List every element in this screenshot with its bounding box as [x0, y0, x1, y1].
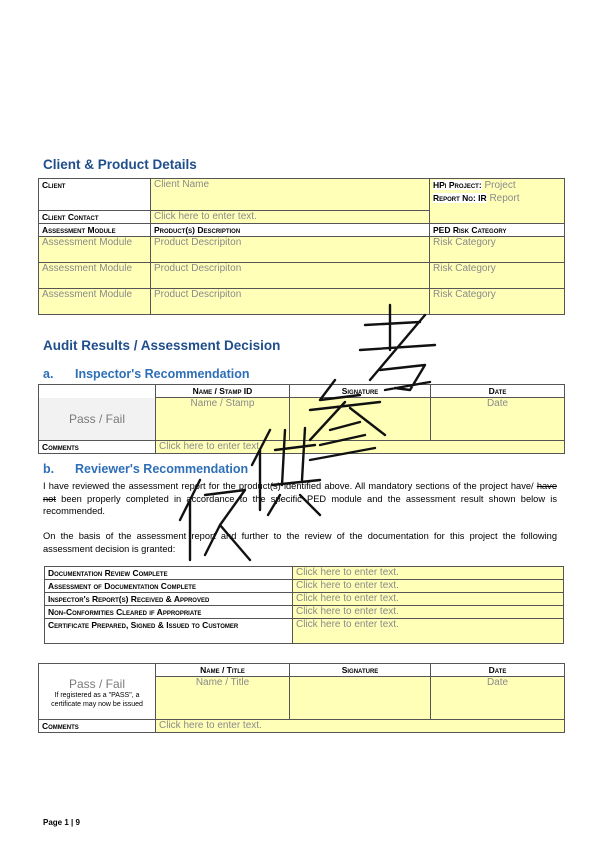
- report-no-label: Report No: IR: [433, 193, 487, 203]
- client-name-field[interactable]: Client Name: [151, 179, 430, 211]
- reviewer-paragraph-1: [43, 480, 557, 518]
- inspector-heading: [43, 367, 250, 381]
- hpi-project-label: HPi Project:: [433, 180, 482, 190]
- reviewer-num: b.: [43, 462, 55, 476]
- inspector-corner: [39, 385, 156, 398]
- client-product-table: [38, 178, 565, 315]
- reviewer-name-field[interactable]: Name / Title: [156, 677, 290, 720]
- audit-section-title: Audit Results / Assessment Decision: [43, 338, 281, 353]
- col-assessment-module: Assessment Module: [39, 224, 151, 237]
- checklist-label: Documentation Review Complete: [45, 567, 293, 580]
- inspector-date-field[interactable]: Date: [431, 398, 565, 441]
- client-section-title: Client & Product Details: [43, 157, 197, 172]
- risk-field[interactable]: Risk Category: [430, 289, 565, 315]
- reviewer-pass-note: If registered as a "PASS", a certificate may now be issued: [51, 691, 143, 708]
- reviewer-date-field[interactable]: Date: [431, 677, 565, 720]
- col-signature: Signature: [290, 664, 431, 677]
- reviewer-paragraph-2: On the basis of the assessment report and further to the review of the documentation for this project the following assessment decision is granted:: [43, 531, 557, 554]
- reviewer-pass-fail-cell: [39, 677, 156, 720]
- para1-text-b: been properly completed in accordance to the specific PED module and the assessment result shown below is recommended.: [43, 493, 557, 516]
- inspector-signature-field[interactable]: [290, 398, 431, 441]
- checklist-field[interactable]: Click here to enter text.: [293, 580, 564, 593]
- inspector-comments-field[interactable]: Click here to enter text.: [156, 441, 565, 454]
- product-field[interactable]: Product Descripiton: [151, 289, 430, 315]
- inspector-pass-fail[interactable]: Pass / Fail: [39, 398, 156, 441]
- client-contact-label: Client Contact: [39, 211, 151, 224]
- module-field[interactable]: Assessment Module: [39, 263, 151, 289]
- hpi-project-cell: [430, 179, 565, 224]
- col-name-title: Name / Title: [156, 664, 290, 677]
- checklist-label: Assessment of Documentation Complete: [45, 580, 293, 593]
- reviewer-title: Reviewer's Recommendation: [75, 462, 249, 476]
- reviewer-heading: [43, 462, 248, 476]
- reviewer-pass-fail[interactable]: Pass / Fail: [68, 676, 125, 691]
- para1-strike-text: have not: [43, 481, 557, 504]
- hpi-project-field[interactable]: Project: [484, 180, 516, 191]
- risk-field[interactable]: Risk Category: [430, 263, 565, 289]
- col-product-description: Product(s) Description: [151, 224, 430, 237]
- checklist-label: Certificate Prepared, Signed & Issued to Customer: [45, 619, 293, 644]
- checklist-field[interactable]: Click here to enter text.: [293, 619, 564, 644]
- report-no-field[interactable]: Report: [489, 193, 520, 204]
- inspector-comments-label: Comments: [39, 441, 156, 454]
- reviewer-signature-field[interactable]: [290, 677, 431, 720]
- product-field[interactable]: Product Descripiton: [151, 263, 430, 289]
- reviewer-table: [38, 663, 565, 733]
- client-contact-field[interactable]: Click here to enter text.: [151, 211, 430, 224]
- reviewer-corner: [39, 664, 156, 677]
- checklist-label: Inspector's Report(s) Received & Approved: [45, 593, 293, 606]
- inspector-name-field[interactable]: Name / Stamp: [156, 398, 290, 441]
- reviewer-comments-field[interactable]: Click here to enter text.: [156, 720, 565, 733]
- checklist-field[interactable]: Click here to enter text.: [293, 606, 564, 619]
- col-date: Date: [431, 385, 565, 398]
- module-field[interactable]: Assessment Module: [39, 237, 151, 263]
- product-field[interactable]: Product Descripiton: [151, 237, 430, 263]
- para1-text-a: I have reviewed the assessment report for the product(s) identified above. All mandatory sections of the project have/: [43, 481, 534, 491]
- col-date: Date: [431, 664, 565, 677]
- col-ped-risk-category: PED Risk Category: [430, 224, 565, 237]
- risk-field[interactable]: Risk Category: [430, 237, 565, 263]
- client-label: Client: [39, 179, 151, 211]
- inspector-title: Inspector's Recommendation: [75, 367, 250, 381]
- col-name-stamp: Name / Stamp ID: [156, 385, 290, 398]
- page-number: Page 1 | 9: [43, 818, 80, 827]
- reviewer-comments-label: Comments: [39, 720, 156, 733]
- checklist-field[interactable]: Click here to enter text.: [293, 567, 564, 580]
- col-signature: Signature: [290, 385, 431, 398]
- checklist-field[interactable]: Click here to enter text.: [293, 593, 564, 606]
- checklist-label: Non-Conformities Cleared if Appropriate: [45, 606, 293, 619]
- inspector-num: a.: [43, 367, 54, 381]
- decision-checklist-table: [44, 566, 564, 644]
- module-field[interactable]: Assessment Module: [39, 289, 151, 315]
- inspector-table: [38, 384, 565, 454]
